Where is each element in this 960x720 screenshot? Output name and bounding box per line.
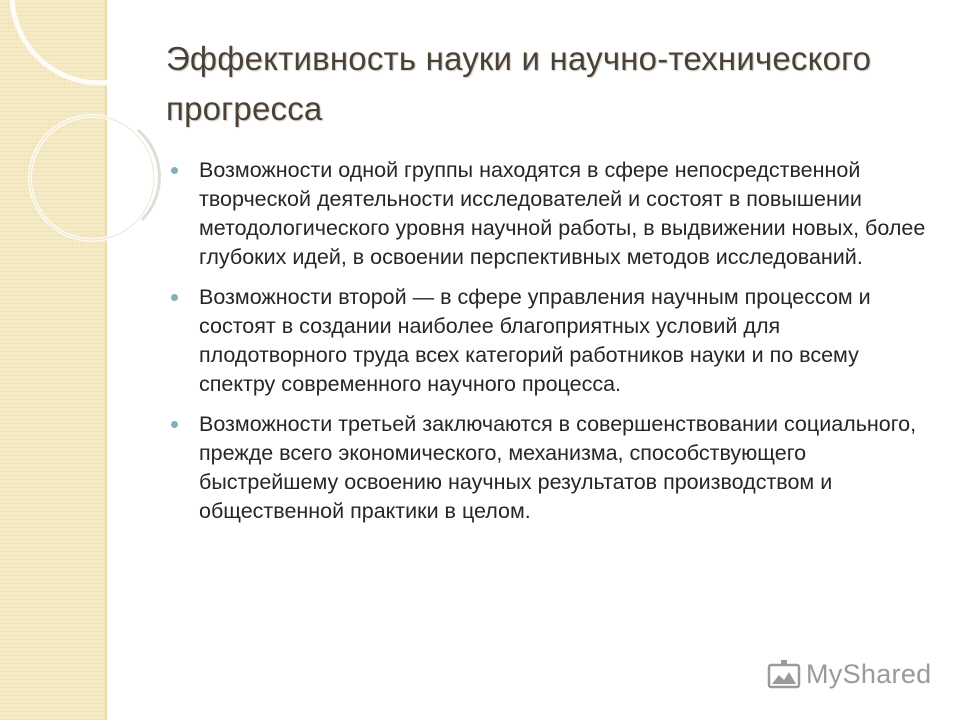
bullet-dot-icon — [171, 167, 178, 174]
watermark-text: MyShared — [806, 658, 932, 689]
bullet-text: Возможности одной группы находятся в сфере непосредственной творческой деятельности исследователей и состоят в повышении методологического уровня научной работы, в выдвижении новых, более глубоких идей, в освоении перспективных методов исследований. — [199, 158, 926, 269]
bullet-item — [171, 283, 931, 399]
bullet-item — [171, 410, 931, 526]
bullet-list — [171, 156, 931, 537]
mountain-icon — [766, 656, 802, 692]
slide-title: Эффективность науки и научно-технического прогресса — [166, 40, 872, 127]
bullet-dot-icon — [171, 421, 178, 428]
bullet-text: Возможности второй — в сфере управления научным процессом и состоят в создании наиболее благоприятных условий для плодотворного труда всех категорий работников науки и по всему спектру современного научного процесса. — [199, 285, 871, 396]
bullet-dot-icon — [171, 294, 178, 301]
bullet-text: Возможности третьей заключаются в совершенствовании социального, прежде всего экономического, механизма, способствующего быстрейшему освоению научных результатов производством и общественной практики в целом. — [199, 412, 917, 523]
bullet-item — [171, 156, 931, 272]
watermark — [766, 656, 931, 692]
